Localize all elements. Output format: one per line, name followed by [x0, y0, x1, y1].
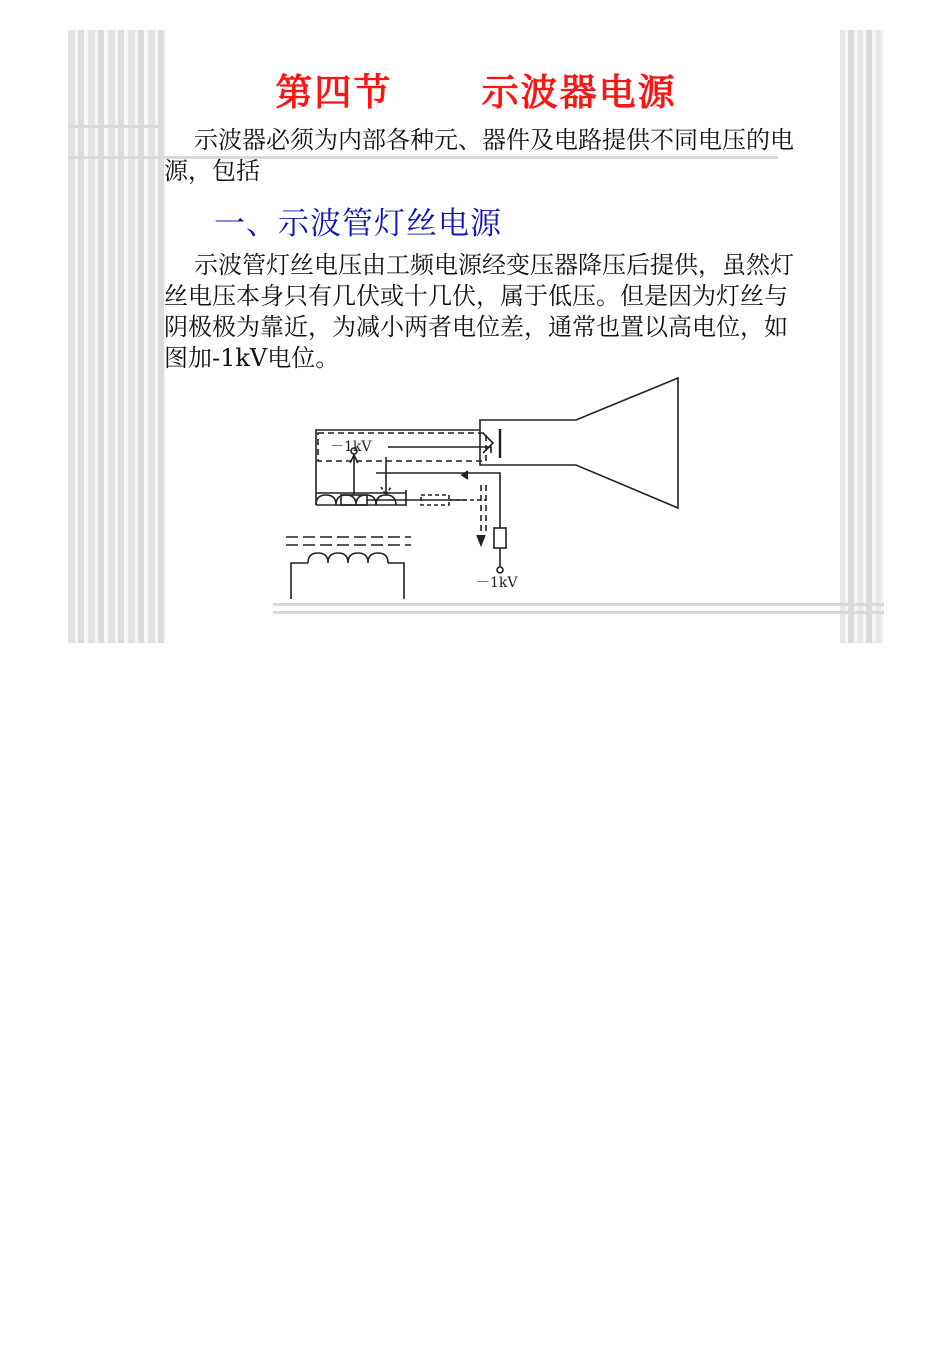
resistor	[494, 528, 506, 548]
body-text: 示波管灯丝电压由工频电源经变压器降压后提供，虽然灯丝电压本身只有几伏或十几伏，属于低压。但是因为灯丝与阴极极为靠近，为减小两者电位差，通常也置以高电位，如图加-1kV电位。	[164, 251, 794, 372]
body-paragraph	[164, 250, 794, 374]
decorative-stripes-left	[68, 30, 166, 643]
crt-filament-circuit-diagram	[286, 375, 686, 600]
transformer-primary-coil	[308, 553, 388, 563]
transformer-primary	[291, 563, 308, 599]
slide	[68, 30, 884, 643]
voltage-label-bottom: －1kV	[476, 575, 518, 591]
intro-paragraph	[164, 125, 794, 187]
section-heading: 一、示波管灯丝电源	[214, 206, 502, 242]
decorative-line	[273, 611, 884, 614]
voltage-label-top: －1kV	[330, 439, 372, 455]
decorative-line	[273, 603, 884, 606]
arrow-down	[477, 535, 485, 545]
potentiometer	[341, 495, 367, 505]
page-title: 第四节 示波器电源	[275, 71, 677, 114]
crt-outline	[480, 378, 678, 508]
decorative-stripes-right	[840, 30, 884, 643]
decorative-line	[68, 125, 158, 128]
intro-text: 示波器必须为内部各种元、器件及电路提供不同电压的电源，包括	[164, 126, 794, 185]
